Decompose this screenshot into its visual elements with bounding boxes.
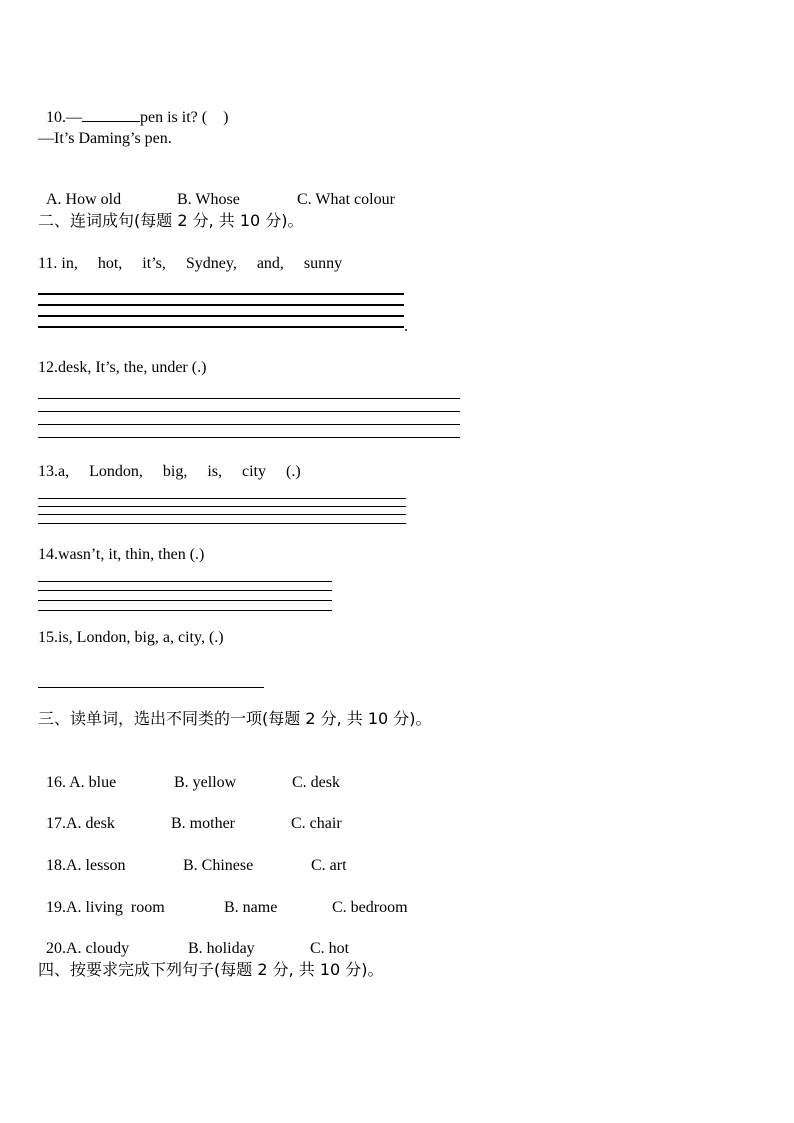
q20-option-b[interactable]: B. holiday	[188, 940, 255, 957]
q10-option-c[interactable]: C. What colour	[297, 191, 395, 208]
q16-option-c[interactable]: C. desk	[292, 774, 340, 791]
q19-option-b[interactable]: B. name	[224, 899, 278, 916]
q10-option-a[interactable]: A. How old	[46, 191, 122, 208]
q19-option-c[interactable]: C. bedroom	[332, 899, 408, 916]
q18-option-c[interactable]: C. art	[311, 857, 347, 874]
q14-words: 14.wasn’t, it, thin, then (.)	[38, 546, 205, 563]
q20-option-c[interactable]: C. hot	[310, 940, 350, 957]
q16-row	[38, 753, 340, 793]
q13-words: 13.a, London, big, is, city (.)	[38, 463, 301, 480]
q12-answer-line-3[interactable]	[38, 424, 460, 425]
q10-options	[38, 170, 395, 210]
q16-option-b[interactable]: B. yellow	[174, 774, 237, 791]
q12-answer-line-2[interactable]	[38, 411, 460, 412]
q10-answer-line: —It’s Daming’s pen.	[38, 130, 172, 147]
q15-answer-line[interactable]	[38, 687, 264, 688]
section4-heading: 四、按要求完成下列句子(每题 2 分, 共 10 分)。	[38, 960, 384, 979]
q13-answer-line-1[interactable]	[38, 498, 406, 499]
q10-question	[38, 87, 228, 128]
q14-answer-line-4[interactable]	[38, 610, 332, 611]
q17-row	[38, 794, 342, 834]
q10-prefix: 10.—	[46, 109, 82, 126]
q11-answer-line-2[interactable]	[38, 304, 404, 306]
q11-end-period: .	[404, 318, 408, 335]
q10-suffix: pen is it? ( )	[140, 109, 229, 126]
q19-option-a[interactable]: 19.A. living room	[46, 899, 165, 916]
q11-words: 11. in, hot, it’s, Sydney, and, sunny	[38, 255, 343, 272]
q18-option-b[interactable]: B. Chinese	[183, 857, 254, 874]
q13-answer-line-2[interactable]	[38, 506, 406, 507]
q16-option-a[interactable]: 16. A. blue	[46, 774, 117, 791]
q15-words: 15.is, London, big, a, city, (.)	[38, 629, 224, 646]
q11-answer-line-4[interactable]	[38, 326, 404, 328]
q10-option-b[interactable]: B. Whose	[177, 191, 240, 208]
q17-option-a[interactable]: 17.A. desk	[46, 815, 115, 832]
q20-row	[38, 919, 349, 959]
q11-answer-line-1[interactable]	[38, 293, 404, 295]
q14-answer-line-1[interactable]	[38, 581, 332, 582]
q14-answer-line-2[interactable]	[38, 590, 332, 591]
q17-option-c[interactable]: C. chair	[291, 815, 342, 832]
q19-row	[38, 878, 408, 918]
q11-answer-line-3[interactable]	[38, 315, 404, 317]
q12-answer-line-4[interactable]	[38, 437, 460, 438]
q13-answer-line-4[interactable]	[38, 523, 406, 524]
section3-heading: 三、读单词，选出不同类的一项(每题 2 分, 共 10 分)。	[38, 709, 432, 728]
q18-row	[38, 836, 347, 876]
q18-option-a[interactable]: 18.A. lesson	[46, 857, 126, 874]
q13-answer-line-3[interactable]	[38, 514, 406, 515]
q20-option-a[interactable]: 20.A. cloudy	[46, 940, 130, 957]
q12-answer-line-1[interactable]	[38, 398, 460, 399]
q14-answer-line-3[interactable]	[38, 600, 332, 601]
q17-option-b[interactable]: B. mother	[171, 815, 235, 832]
section2-heading: 二、连词成句(每题 2 分, 共 10 分)。	[38, 211, 304, 230]
q12-words: 12.desk, It’s, the, under (.)	[38, 359, 207, 376]
q10-blank[interactable]	[82, 107, 140, 122]
